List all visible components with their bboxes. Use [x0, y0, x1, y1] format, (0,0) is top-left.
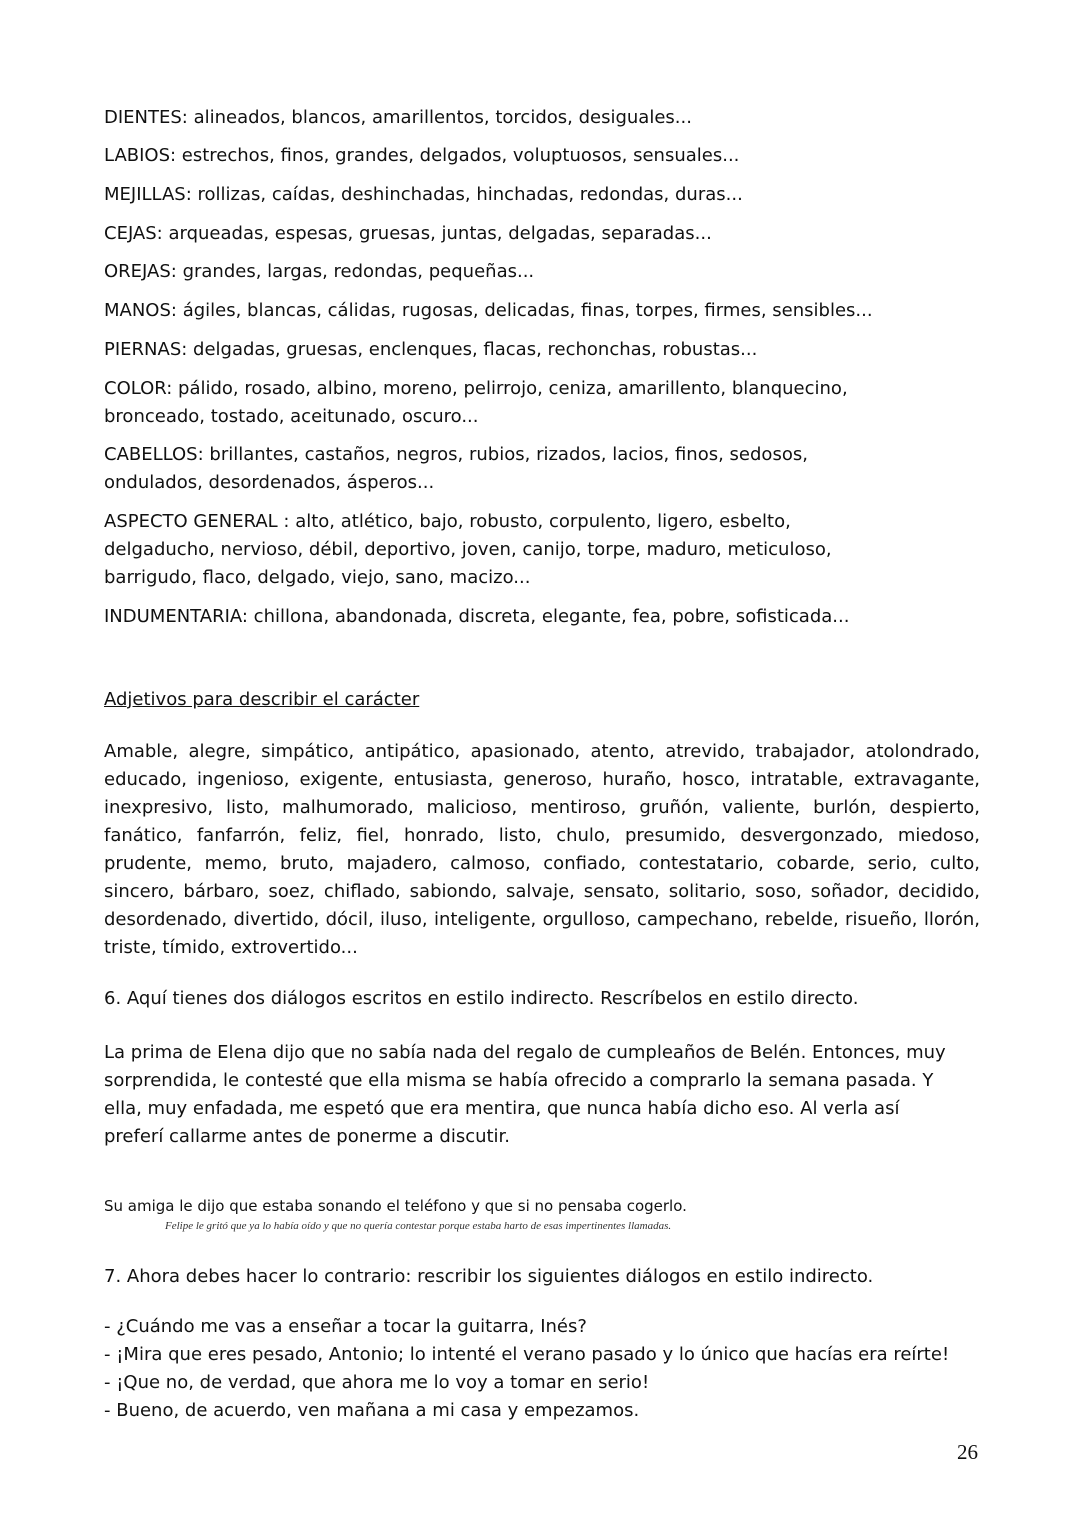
trait-dientes: DIENTES: alineados, blancos, amarillentos, torcidos, desiguales...: [104, 107, 692, 128]
exercise-7-line-2: - ¡Mira que eres pesado, Antonio; lo intenté el verano pasado y lo único que hacías era reírte!: [104, 1344, 950, 1365]
trait-mejillas: MEJILLAS: rollizas, caídas, deshinchadas, hinchadas, redondas, duras...: [104, 184, 743, 205]
trait-labios: LABIOS: estrechos, finos, grandes, delgados, voluptuosos, sensuales...: [104, 145, 740, 166]
exercise-7-line-3: - ¡Que no, de verdad, que ahora me lo voy a tomar en serio!: [104, 1372, 650, 1393]
trait-aspecto-general: ASPECTO GENERAL : alto, atlético, bajo, robusto, corpulento, ligero, esbelto, delgaducho, nervioso, débil, deportivo, joven, canijo, torpe, maduro, meticuloso, barrigudo, flaco, delgado, viejo, sano, macizo...: [104, 511, 832, 588]
exercise-7-line-4: - Bueno, de acuerdo, ven mañana a mi casa y empezamos.: [104, 1400, 640, 1421]
trait-cejas: CEJAS: arqueadas, espesas, gruesas, juntas, delgadas, separadas...: [104, 223, 712, 244]
exercise-6-dialog-reply: Felipe le gritó que ya lo había oído y que no quería contestar porque estaba harto de esas impertinentes llamadas.: [165, 1220, 672, 1232]
character-adjectives-paragraph: Amable, alegre, simpático, antipático, apasionado, atento, atrevido, trabajador, atolondrado, educado, ingenioso, exigente, entusiasta, generoso, huraño, hosco, intratable, extravagante, inexpresivo, listo, malhumorado, malicioso, mentiroso, gruñón, valiente, burlón, despierto, fanático, fanfarrón, feliz, fiel, honrado, listo, chulo, presumido, desvergonzado, miedoso, prudente, memo, bruto, majadero, calmoso, confiado, contestatario, cobarde, serio, culto, sincero, bárbaro, soez, chiflado, sabiondo, salvaje, sensato, solitario, soso, soñador, decidido, desordenado, divertido, dócil, iluso, inteligente, orgulloso, campechano, rebelde, risueño, llorón, triste, tímido, extrovertido...: [104, 741, 980, 958]
trait-color: COLOR: pálido, rosado, albino, moreno, pelirrojo, ceniza, amarillento, blanquecino, bronceado, tostado, aceitunado, oscuro...: [104, 378, 848, 427]
trait-orejas: OREJAS: grandes, largas, redondas, pequeñas...: [104, 261, 535, 282]
exercise-6-instruction: 6. Aquí tienes dos diálogos escritos en estilo indirecto. Rescríbelos en estilo directo.: [104, 988, 859, 1009]
trait-cabellos: CABELLOS: brillantes, castaños, negros, rubios, rizados, lacios, finos, sedosos, ondulados, desordenados, ásperos...: [104, 444, 808, 493]
section-heading-caracter: Adjetivos para describir el carácter: [104, 689, 420, 710]
exercise-7-line-1: - ¿Cuándo me vas a enseñar a tocar la guitarra, Inés?: [104, 1316, 587, 1337]
page-number: 26: [957, 1440, 978, 1464]
trait-indumentaria: INDUMENTARIA: chillona, abandonada, discreta, elegante, fea, pobre, sofisticada...: [104, 606, 850, 627]
exercise-7-instruction: 7. Ahora debes hacer lo contrario: rescribir los siguientes diálogos en estilo indirecto.: [104, 1266, 874, 1287]
exercise-6-dialog-line: Su amiga le dijo que estaba sonando el teléfono y que si no pensaba cogerlo.: [104, 1197, 687, 1215]
trait-piernas: PIERNAS: delgadas, gruesas, enclenques, flacas, rechonchas, robustas...: [104, 339, 758, 360]
exercise-6-paragraph: La prima de Elena dijo que no sabía nada del regalo de cumpleaños de Belén. Entonces, muy sorprendida, le contesté que ella misma se había ofrecido a comprarlo la semana pasada. Y ella, muy enfadada, me espetó que era mentira, que nunca había dicho eso. Al verla así preferí callarme antes de ponerme a discutir.: [104, 1042, 946, 1147]
trait-manos: MANOS: ágiles, blancas, cálidas, rugosas, delicadas, finas, torpes, firmes, sensibles...: [104, 300, 873, 321]
